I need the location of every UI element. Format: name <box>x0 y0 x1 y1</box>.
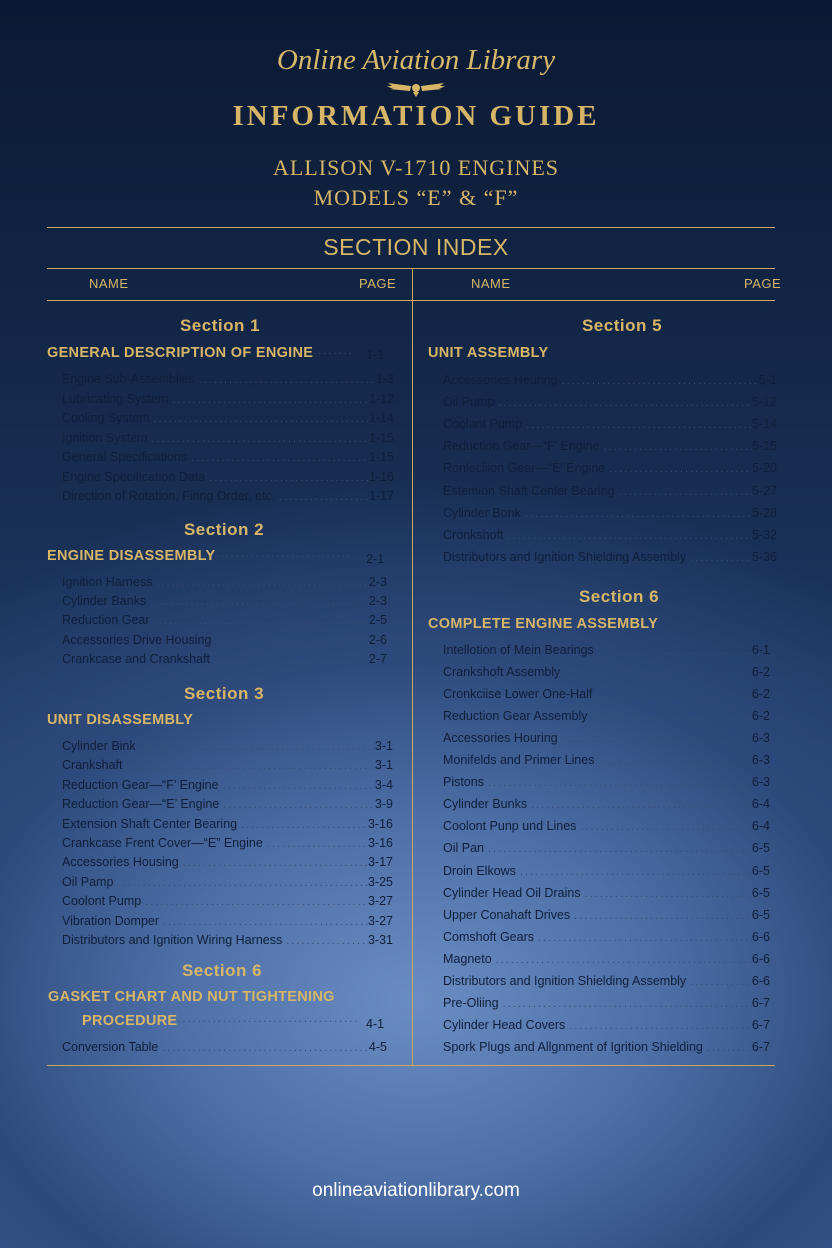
leader-dots <box>150 413 369 425</box>
toc-entry-name: Reduction Gear—“E’ Engine <box>62 797 220 812</box>
right-col-name-header: NAME <box>471 276 511 291</box>
column-divider <box>412 268 413 1065</box>
section-6-title: Section 6 <box>578 587 660 606</box>
toc-entry-page: 6-1 <box>751 643 770 657</box>
leader-dots <box>122 760 374 772</box>
toc-entry[interactable] <box>443 731 770 753</box>
section-2-heading-text: ENGINE DISASSEMBLY <box>47 548 216 564</box>
toc-entry-page: 3-16 <box>367 836 393 850</box>
toc-entry-name: Reduction Gear—“F’ Engine <box>443 439 600 454</box>
toc-entry-name: Cylinder Banks <box>62 594 147 609</box>
leader-dots <box>527 799 752 811</box>
toc-entry-page: 5-32 <box>751 527 777 542</box>
left-col-name-header: NAME <box>89 276 129 291</box>
section-5-heading[interactable]: UNIT ASSEMBLY <box>428 345 549 361</box>
toc-entry-name: Magneto <box>443 951 492 966</box>
toc-entry-page: 6-5 <box>751 863 770 878</box>
toc-entry-name: Crankshoft Assembly <box>443 665 561 680</box>
toc-entry-name: Coolont Pump <box>62 894 142 909</box>
toc-entry-name: Cronkciise Lower One-Half <box>443 687 593 702</box>
leader-dots <box>313 345 353 357</box>
toc-entry-name: Accessories Housing <box>62 855 179 870</box>
section-4-heading-page: 4-1 <box>366 1017 385 1031</box>
toc-entry-name: Comshoft Gears <box>443 929 535 944</box>
leader-dots <box>187 452 369 464</box>
section-4-heading-text: PROCEDURE <box>82 1013 178 1029</box>
toc-entry-name: Ignition Harness <box>62 575 153 589</box>
toc-entry-page: 6-2 <box>751 687 770 702</box>
toc-entry[interactable] <box>443 952 770 974</box>
toc-entry-page: 6-5 <box>751 885 770 900</box>
toc-entry-page: 5-27 <box>751 483 777 498</box>
toc-entry-page: 5-28 <box>751 505 777 520</box>
toc-entry-page: 1-3 <box>375 372 394 386</box>
section-1-heading-text: GENERAL DESCRIPTION OF ENGINE <box>47 345 314 361</box>
section-4-heading-line1[interactable]: GASKET CHART AND NUT TIGHTENING <box>48 989 335 1005</box>
leader-dots <box>494 397 752 409</box>
toc-entry[interactable] <box>443 996 770 1018</box>
toc-entry-name: Cylinder Bunks <box>443 797 528 812</box>
leader-dots <box>703 1042 752 1054</box>
toc-entry[interactable] <box>62 652 387 674</box>
toc-entry[interactable] <box>443 528 777 550</box>
toc-entry[interactable] <box>443 395 777 417</box>
section-2-title: Section 2 <box>183 520 265 539</box>
section-2-heading[interactable] <box>47 548 353 564</box>
toc-entry-page: 6-7 <box>751 1039 770 1054</box>
wings-emblem-icon <box>386 80 446 98</box>
toc-entry-page: 3-27 <box>367 894 393 909</box>
leader-dots <box>113 877 368 889</box>
section-6-heading[interactable]: COMPLETE ENGINE ASSEMBLY <box>428 616 659 632</box>
toc-entry-page: 2-5 <box>368 613 387 628</box>
toc-entry-page: 6-5 <box>751 907 770 922</box>
engine-title-line2: MODELS “E” & “F” <box>313 185 519 210</box>
leader-dots <box>150 615 369 627</box>
toc-entry-page: 6-3 <box>751 753 770 768</box>
toc-entry-name: Direction of Rotation, Firing Order, etc. <box>62 489 276 503</box>
toc-entry-name: Pistons <box>443 775 484 790</box>
toc-entry-page: 4-5 <box>368 1040 387 1054</box>
toc-entry-name: Engine Specification Data <box>62 469 206 484</box>
toc-entry-name: Cylinder Bonk <box>443 505 521 520</box>
toc-entry-name: Droin Elkows <box>443 863 516 878</box>
toc-entry-page: 1-12 <box>368 391 394 406</box>
leader-dots <box>219 780 375 792</box>
toc-entry-page: 5-15 <box>751 439 777 454</box>
toc-entry-page: 3-4 <box>374 777 393 792</box>
toc-entry-page: 2-7 <box>368 651 387 666</box>
toc-entry-page: 6-4 <box>751 797 770 812</box>
toc-entry-page: 2-6 <box>368 632 387 647</box>
leader-dots <box>570 910 752 922</box>
toc-entry-page: 6-6 <box>751 951 770 966</box>
leader-dots <box>484 843 752 855</box>
toc-entry[interactable] <box>62 1040 387 1062</box>
toc-entry-page: 5-14 <box>751 417 777 432</box>
toc-entry-page: 6-5 <box>751 841 770 856</box>
leader-dots <box>615 486 752 498</box>
leader-dots <box>141 896 368 908</box>
toc-entry-name: Oil Pump <box>443 395 495 410</box>
toc-entry-page: 6-7 <box>751 1017 770 1032</box>
divider-index <box>47 268 775 269</box>
leader-dots <box>237 819 368 831</box>
toc-entry[interactable] <box>443 1018 770 1040</box>
toc-entry-page: 3-27 <box>367 913 393 928</box>
toc-entry-name: Distributors and Ignition Shielding Assembly <box>443 549 687 564</box>
section-index-title: SECTION INDEX <box>323 234 509 260</box>
leader-dots <box>158 1042 369 1054</box>
toc-entry-name: Crankcase and Crankshaft <box>62 651 210 666</box>
leader-dots <box>215 548 353 560</box>
right-col-page-header: PAGE <box>744 276 782 291</box>
toc-entry-page: 6-6 <box>751 973 770 988</box>
toc-entry-name: Lubricating System <box>62 391 169 406</box>
toc-entry-page: 6-4 <box>751 819 770 834</box>
leader-dots <box>522 419 752 431</box>
leader-dots <box>588 711 752 723</box>
toc-entry[interactable] <box>443 775 770 797</box>
toc-entry[interactable] <box>443 665 770 687</box>
toc-entry-name: Reduction Gear—“F’ Engine <box>62 777 219 792</box>
toc-entry-name: Accessories Drive Housing <box>62 632 212 647</box>
leader-dots <box>282 935 368 947</box>
leader-dots <box>516 866 752 878</box>
toc-entry-page: 3-17 <box>367 855 393 870</box>
toc-entry-name: Accessories Heuring <box>443 373 558 387</box>
leader-dots <box>275 491 369 503</box>
toc-entry-page: 6-3 <box>751 731 770 746</box>
toc-entry-name: Pre-Oliing <box>443 995 499 1010</box>
leader-dots <box>177 1013 357 1025</box>
leader-dots <box>521 508 752 520</box>
divider-top <box>47 227 775 228</box>
leader-dots <box>210 654 369 666</box>
toc-entry[interactable] <box>443 461 777 483</box>
toc-entry-name: Cronkshoft <box>443 527 504 542</box>
leader-dots <box>503 530 752 542</box>
leader-dots <box>594 645 752 657</box>
toc-entry-name: Crankshaft <box>62 758 123 773</box>
toc-entry-page: 3-9 <box>374 797 393 812</box>
toc-entry-name: Coolant Pump <box>443 417 523 432</box>
toc-entry[interactable] <box>443 439 777 461</box>
toc-entry-name: Estemion Shaft Cenler Bearing <box>443 483 615 498</box>
toc-entry[interactable] <box>443 1040 770 1062</box>
toc-entry[interactable] <box>443 841 770 863</box>
toc-entry-name: Oil Pamp <box>62 874 114 889</box>
toc-entry-page: 1-15 <box>368 430 394 445</box>
toc-entry-name: Engine Sub-Assemblies <box>62 372 195 386</box>
toc-entry[interactable] <box>443 643 770 665</box>
divider-columns <box>47 300 775 301</box>
section-1-title: Section 1 <box>179 316 261 335</box>
leader-dots <box>211 635 369 647</box>
leader-dots <box>179 857 368 869</box>
toc-entry-page: 6-3 <box>751 775 770 790</box>
toc-entry-name: Coolont Punp und Lines <box>443 819 577 834</box>
divider-bottom <box>47 1065 775 1066</box>
toc-entry-name: Distributors and Ignition Shielding Assembly <box>443 973 687 988</box>
toc-entry-page: 1-17 <box>368 489 394 503</box>
leader-dots <box>219 799 375 811</box>
toc-entry-page: 6-7 <box>751 995 770 1010</box>
leader-dots <box>152 577 369 589</box>
toc-entry-page: 2-3 <box>368 594 387 609</box>
toc-entry-page: 3-1 <box>374 758 393 773</box>
toc-entry-page: 6-6 <box>751 929 770 944</box>
leader-dots <box>558 733 752 745</box>
section-4-title: Section 6 <box>181 961 263 980</box>
toc-entry-page: 5-36 <box>751 549 777 564</box>
toc-entry[interactable] <box>62 489 394 511</box>
toc-entry-page: 2-3 <box>368 575 387 589</box>
toc-entry-page: 3-31 <box>367 933 393 947</box>
leader-dots <box>686 976 752 988</box>
toc-entry[interactable] <box>443 484 777 506</box>
toc-entry-name: Ronlecliion Gear—“E’ Engine <box>443 461 606 476</box>
toc-entry[interactable] <box>443 974 770 996</box>
toc-entry[interactable] <box>443 864 770 886</box>
leader-dots <box>594 755 751 767</box>
footer-url[interactable]: onlineaviationlibrary.com <box>312 1180 520 1201</box>
leader-dots <box>499 998 752 1010</box>
leader-dots <box>592 689 752 701</box>
toc-entry-page: 6-2 <box>751 709 770 724</box>
toc-entry-name: Cylinder Head Oil Drains <box>443 885 581 900</box>
section-5-title: Section 5 <box>581 316 663 335</box>
leader-dots <box>605 463 752 475</box>
toc-entry-page: 5-1 <box>758 373 777 387</box>
toc-entry-name: Conversion Table <box>62 1040 159 1054</box>
toc-entry-name: Accessories Houring <box>443 731 558 746</box>
leader-dots <box>492 954 752 966</box>
toc-entry[interactable] <box>443 930 770 952</box>
left-col-page-header: PAGE <box>359 276 397 291</box>
guide-title: INFORMATION GUIDE <box>232 100 600 132</box>
toc-entry-page: 3-25 <box>367 874 393 889</box>
toc-entry[interactable] <box>443 373 777 395</box>
toc-entry-name: Oil Pan <box>443 841 484 856</box>
section-3-heading[interactable]: UNIT DISASSEMBLY <box>47 712 194 728</box>
leader-dots <box>534 932 752 944</box>
toc-entry[interactable] <box>443 819 770 841</box>
toc-entry-page: 5-20 <box>751 461 777 476</box>
section-1-heading-page: 1-1 <box>366 348 385 362</box>
toc-entry-name: Reduction Gear <box>62 613 150 628</box>
toc-entry-page: 6-2 <box>751 665 770 680</box>
toc-entry[interactable] <box>443 550 777 572</box>
toc-entry-name: Monifelds and Primer Lines <box>443 753 595 768</box>
toc-entry-page: 5-12 <box>751 395 777 410</box>
toc-entry-page: 3-1 <box>374 739 393 753</box>
leader-dots <box>263 838 368 850</box>
toc-entry-page: 1-14 <box>368 411 394 425</box>
toc-entry-name: Crankcase Frent Cover—“E” Engine <box>62 836 263 850</box>
leader-dots <box>558 375 759 387</box>
leader-dots <box>146 596 369 608</box>
leader-dots <box>576 821 751 833</box>
toc-entry[interactable] <box>443 687 770 709</box>
leader-dots <box>565 1020 752 1032</box>
leader-dots <box>195 374 376 386</box>
toc-entry[interactable] <box>62 933 393 955</box>
toc-entry[interactable] <box>443 886 770 908</box>
leader-dots <box>136 741 375 753</box>
toc-entry[interactable] <box>443 797 770 819</box>
leader-dots <box>560 667 752 679</box>
toc-entry-name: Intellotion of Mein Bearings <box>443 643 594 657</box>
leader-dots <box>686 552 752 564</box>
toc-entry[interactable] <box>443 417 777 439</box>
toc-entry-page: 1-16 <box>368 469 394 484</box>
toc-entry-name: Extension Shaft Center Bearing <box>62 816 238 831</box>
toc-entry-name: Ignition System <box>62 430 148 445</box>
toc-entry[interactable] <box>443 506 777 528</box>
leader-dots <box>159 916 368 928</box>
engine-title-line1: ALLISON V-1710 ENGINES <box>273 155 559 180</box>
brand-title: Online Aviation Library <box>276 44 556 76</box>
leader-dots <box>581 888 752 900</box>
toc-entry-name: Spork Plugs and Allgnment of Igrition Shielding <box>443 1039 703 1054</box>
toc-entry-name: Distributors and Ignition Wiring Harness <box>62 933 283 947</box>
toc-entry-name: Upper Conahaft Drives <box>443 907 571 922</box>
toc-entry-page: 1-15 <box>368 450 394 464</box>
toc-entry-name: Reduction Gear Assembly <box>443 709 588 724</box>
toc-entry-name: Cylinder Bink <box>62 739 136 753</box>
toc-entry[interactable] <box>443 753 770 775</box>
section-4-heading-line2[interactable] <box>82 1013 357 1029</box>
toc-entry-name: Cylinder Head Covers <box>443 1017 566 1032</box>
leader-dots <box>484 777 752 789</box>
toc-entry-name: Cooling System <box>62 411 150 425</box>
toc-entry-name: General Specifications <box>62 450 188 464</box>
toc-entry[interactable] <box>443 709 770 731</box>
leader-dots <box>168 394 369 406</box>
toc-entry[interactable] <box>443 908 770 930</box>
leader-dots <box>205 472 369 484</box>
leader-dots <box>600 441 752 453</box>
section-1-heading[interactable] <box>47 345 353 361</box>
leader-dots <box>147 433 369 445</box>
section-3-title: Section 3 <box>183 684 265 703</box>
toc-entry-name: Vibration Domper <box>62 913 160 928</box>
toc-entry-page: 3-16 <box>367 816 393 831</box>
section-2-heading-page: 2-1 <box>366 552 385 566</box>
